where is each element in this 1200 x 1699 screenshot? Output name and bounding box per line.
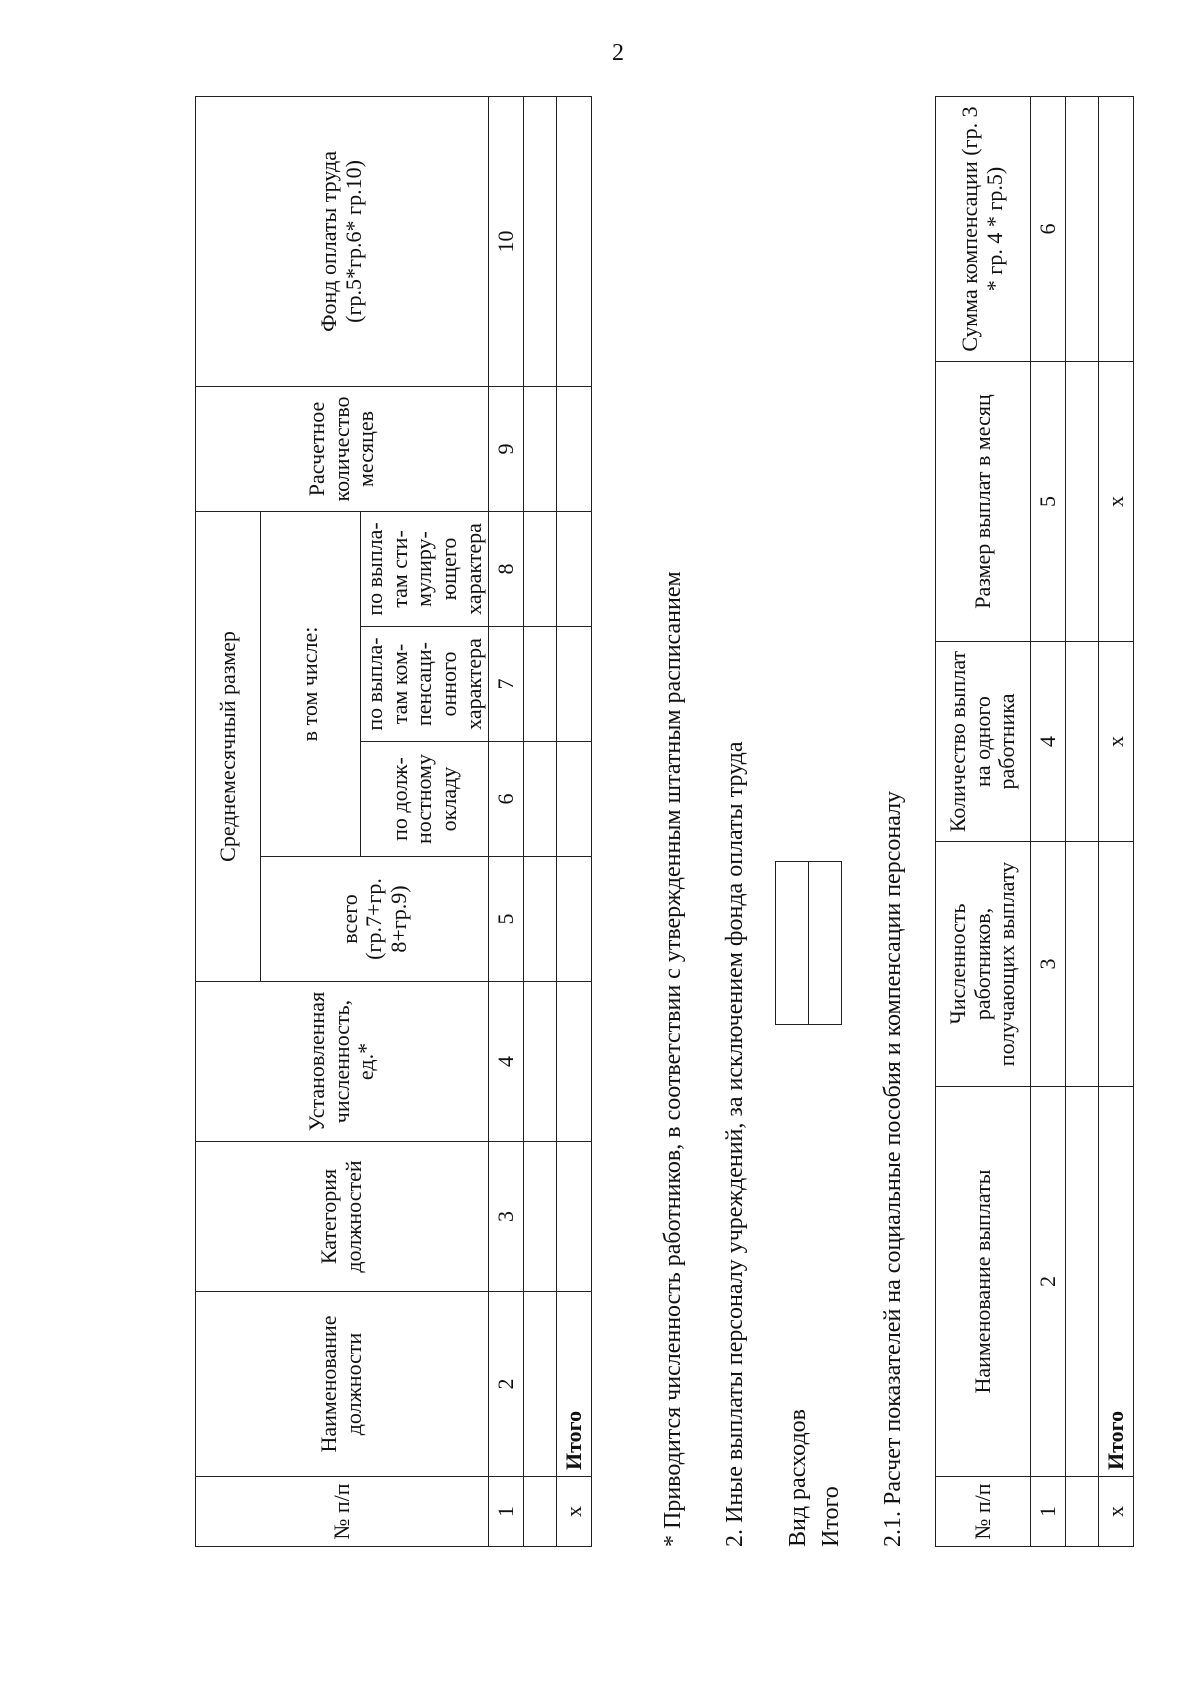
expense-type-box: [775, 861, 842, 1025]
col-number: 3: [489, 1142, 524, 1292]
total-label: Итого: [1099, 1087, 1134, 1477]
col-number: 6: [489, 742, 524, 857]
header-num: № п/п: [196, 1477, 489, 1547]
col-number: 5: [489, 857, 524, 982]
header-staff-count: Установленная численность, ед.*: [196, 982, 489, 1142]
header-average-monthly: Среднемесячный размер: [196, 511, 261, 981]
header-employee-count: Численность работников, получающих выплату: [936, 842, 1031, 1087]
header-payment-name: Наименование выплаты: [936, 1087, 1031, 1477]
header-compensation: по выпла- там ком- пенсаци- онного характера: [361, 627, 489, 742]
page-number: 2: [612, 40, 624, 66]
col-number: 6: [1031, 97, 1066, 362]
header-total: всего (гр.7+гр. 8+гр.9): [261, 857, 489, 982]
col-number: 5: [1031, 362, 1066, 642]
header-salary: по долж- ностному окладу: [361, 742, 489, 857]
header-fund: Фонд оплаты труда (гр.5*гр.6* гр.10): [196, 96, 489, 386]
col-number: 1: [1031, 1477, 1066, 1547]
col-number: 9: [489, 386, 524, 511]
total-mark: х: [1099, 1477, 1134, 1547]
total-row: [557, 96, 592, 1546]
col-number: 1: [489, 1477, 524, 1547]
header-num: № п/п: [936, 1477, 1031, 1547]
col-number: 4: [1031, 642, 1066, 842]
col-number: 2: [1031, 1087, 1066, 1477]
col-number: 10: [489, 96, 524, 386]
section-2-1-title: 2.1. Расчет показателей на социальные пособия и компенсации персоналу: [880, 790, 906, 1547]
payroll-table: [195, 96, 592, 1547]
col-number: 4: [489, 982, 524, 1142]
total-mark: х: [1099, 642, 1134, 842]
col-number: 7: [489, 627, 524, 742]
total-label-standalone: Итого: [818, 1486, 844, 1547]
header-compensation-sum: Сумма компенсации (гр. 3 * гр. 4 * гр.5): [936, 97, 1031, 362]
compensation-table: [935, 96, 1134, 1547]
col-number: 8: [489, 511, 524, 626]
rotated-content: [0, 85, 1128, 1625]
expense-type-label: Вид расходов: [785, 1409, 811, 1547]
header-months: Расчетное количество месяцев: [196, 386, 489, 511]
header-including: в том числе:: [261, 511, 361, 856]
total-mark: х: [557, 1477, 592, 1547]
total-mark: х: [1099, 362, 1134, 642]
header-category: Категория должностей: [196, 1142, 489, 1292]
header-payments-per-employee: Количество выплат на одного работника: [936, 642, 1031, 842]
footnote: * Приводится численность работников, в соответствии с утвержденным штатным расписанием: [660, 571, 686, 1547]
table-row: [524, 96, 557, 1546]
section-2-title: 2. Иные выплаты персоналу учреждений, за исключением фонда оплаты труда: [722, 741, 748, 1547]
col-number: 2: [489, 1292, 524, 1477]
col-number: 3: [1031, 842, 1066, 1087]
table-row: [1066, 97, 1099, 1547]
total-row: [1099, 97, 1134, 1547]
header-stimulating: по выпла- там сти- мулиру- ющего характера: [361, 511, 489, 626]
header-position-name: Наименование должности: [196, 1292, 489, 1477]
header-monthly-size: Размер выплат в месяц: [936, 362, 1031, 642]
total-label: Итого: [557, 1292, 592, 1477]
